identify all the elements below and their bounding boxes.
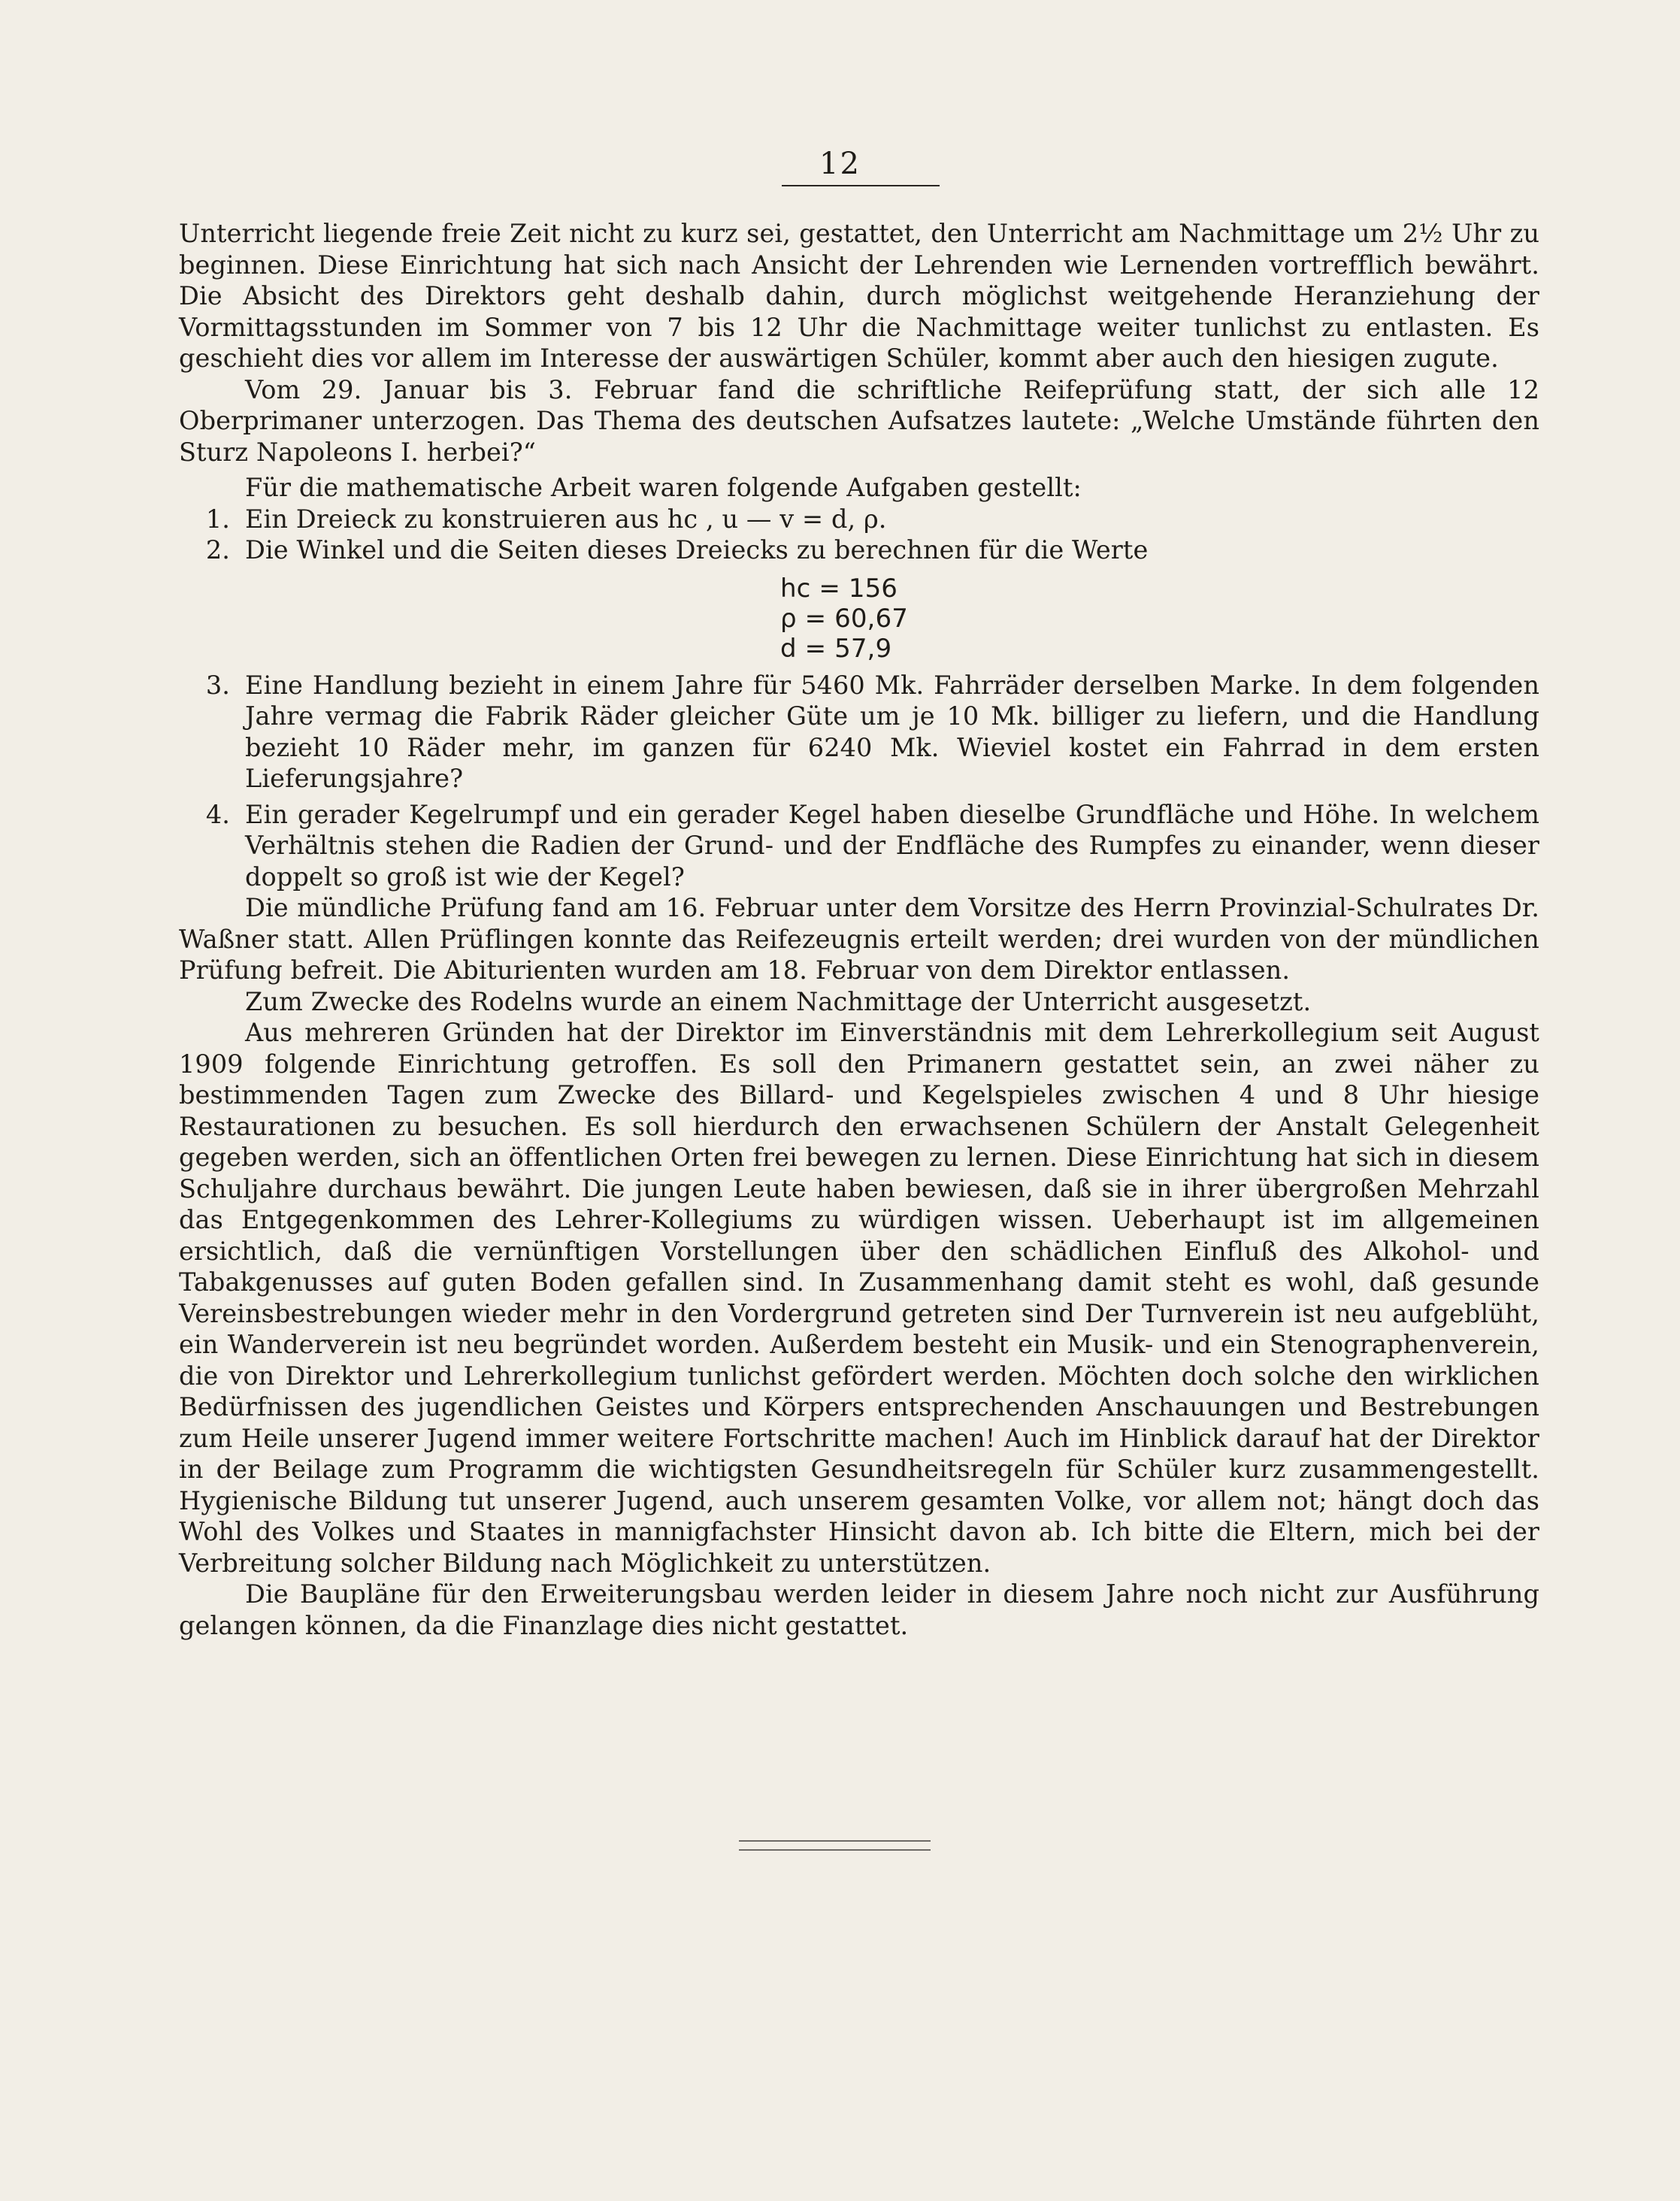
problem-item (179, 670, 1539, 795)
formula-line: hc = 156 (780, 573, 898, 604)
paragraph-bauplaene: Die Baupläne für den Erweiterungsbau werden leider in diesem Jahre noch nicht zur Ausführung gelangen können, da die Finanzlage dies nicht gestattet. (179, 1579, 1539, 1640)
formula-values (780, 574, 1539, 664)
problem-number: 2. (205, 535, 230, 565)
page-number: 12 (819, 147, 861, 181)
paragraph-math-intro: Für die mathematische Arbeit waren folgende Aufgaben gestellt: (245, 473, 1082, 502)
problem-item (179, 504, 1539, 535)
formula-line: d = 57,9 (780, 633, 892, 664)
paragraph-continued: Unterricht liegende freie Zeit nicht zu kurz sei, gestattet, den Unterricht am Nachmittage um 2½ Uhr zu beginnen. Diese Einrichtung hat sich nach Ansicht der Lehrenden wie Lernenden vortrefflich bewährt. Die Absicht des Direktors geht deshalb dahin, durch möglichst weitgehende Heranziehung der Vormittagsstunden im Sommer von 7 bis 12 Uhr die Nachmittage weiter tunlichst zu entlasten. Es geschieht dies vor allem im Interesse der auswärtigen Schüler, kommt aber auch den hiesigen zugute. (179, 219, 1539, 373)
problem-text: Eine Handlung bezieht in einem Jahre für 5460 Mk. Fahrräder derselben Marke. In dem folgenden Jahre vermag die Fabrik Räder gleicher Güte um je 10 Mk. billiger zu liefern, und die Handlung bezieht 10 Räder mehr, im ganzen für 6240 Mk. Wieviel kostet ein Fahrrad in dem ersten Lieferungsjahre? (245, 670, 1539, 793)
problem-item (179, 799, 1539, 893)
problem-item (179, 534, 1539, 566)
problem-number: 4. (205, 799, 230, 829)
problem-number: 1. (205, 504, 230, 534)
end-double-rule (739, 1840, 931, 1851)
paragraph-rodeln: Zum Zwecke des Rodelns wurde an einem Nachmittage der Unterricht ausgesetzt. (245, 986, 1312, 1016)
problem-text: Ein Dreieck zu konstruieren aus hc , u — v = d, ρ. (245, 504, 887, 534)
page-body (179, 218, 1539, 1641)
header-rule (782, 185, 940, 186)
formula-line: ρ = 60,67 (780, 603, 908, 634)
paragraph-reifepruefung: Vom 29. Januar bis 3. Februar fand die schriftliche Reifeprüfung statt, der sich alle 12 Oberprimaner unterzogen. Das Thema des deutschen Aufsatzes lautete: „Welche Umstände führten den Sturz Napoleons I. herbei?“ (179, 374, 1539, 467)
problem-text: Die Winkel und die Seiten dieses Dreiecks zu berechnen für die Werte (245, 535, 1149, 565)
problem-number: 3. (205, 670, 230, 700)
problem-text: Ein gerader Kegelrumpf und ein gerader Kegel haben dieselbe Grundfläche und Höhe. In welchem Verhältnis stehen die Radien der Grund- und der Endfläche des Rumpfes zu einander, wenn dieser doppelt so groß ist wie der Kegel? (245, 799, 1539, 892)
paragraph-einrichtung: Aus mehreren Gründen hat der Direktor im Einverständnis mit dem Lehrerkollegium seit August 1909 folgende Einrichtung getroffen. Es soll den Primanern gestattet sein, an zwei näher zu bestimmenden Tagen zum Zwecke des Billard- und Kegelspieles zwischen 4 und 8 Uhr hiesige Restaurationen zu besuchen. Es soll hierdurch den erwachsenen Schülern der Anstalt Gelegenheit gegeben werden, sich an öffentlichen Orten frei bewegen zu lernen. Diese Einrichtung hat sich in diesem Schuljahre durchaus bewährt. Die jungen Leute haben bewiesen, daß sie in ihrer übergroßen Mehrzahl das Entgegenkommen des Lehrer-Kollegiums zu würdigen wissen. Ueberhaupt ist im allgemeinen ersichtlich, daß die vernünftigen Vorstellungen über den schädlichen Einfluß des Alkohol- und Tabakgenusses auf guten Boden gefallen sind. In Zusammenhang damit steht es wohl, daß gesunde Vereinsbestrebungen wieder mehr in den Vordergrund getreten sind Der Turnverein ist neu aufgeblüht, ein Wanderverein ist neu begründet worden. Außerdem besteht ein Musik- und ein Stenographenverein, die von Direktor und Lehrerkollegium tunlichst gefördert werden. Möchten doch solche den wirklichen Bedürfnissen des jugendlichen Geistes und Körpers entsprechenden Anschauungen und Bestrebungen zum Heile unserer Jugend immer weitere Fortschritte machen! Auch im Hinblick darauf hat der Direktor in der Beilage zum Programm die wichtigsten Gesundheitsregeln für Schüler kurz zusammengestellt. Hygienische Bildung tut unserer Jugend, auch unserem gesamten Volke, vor allem not; hängt doch das Wohl des Volkes und Staates in mannigfachster Hinsicht davon ab. Ich bitte die Eltern, mich bei der Verbreitung solcher Bildung nach Möglichkeit zu unterstützen. (179, 1018, 1539, 1578)
paragraph-muendliche-pruefung: Die mündliche Prüfung fand am 16. Februar unter dem Vorsitze des Herrn Provinzial-Schulrates Dr. Waßner statt. Allen Prüflingen konnte das Reifezeugnis erteilt werden; drei wurden von der mündlichen Prüfung befreit. Die Abiturienten wurden am 18. Februar von dem Direktor entlassen. (179, 893, 1539, 985)
